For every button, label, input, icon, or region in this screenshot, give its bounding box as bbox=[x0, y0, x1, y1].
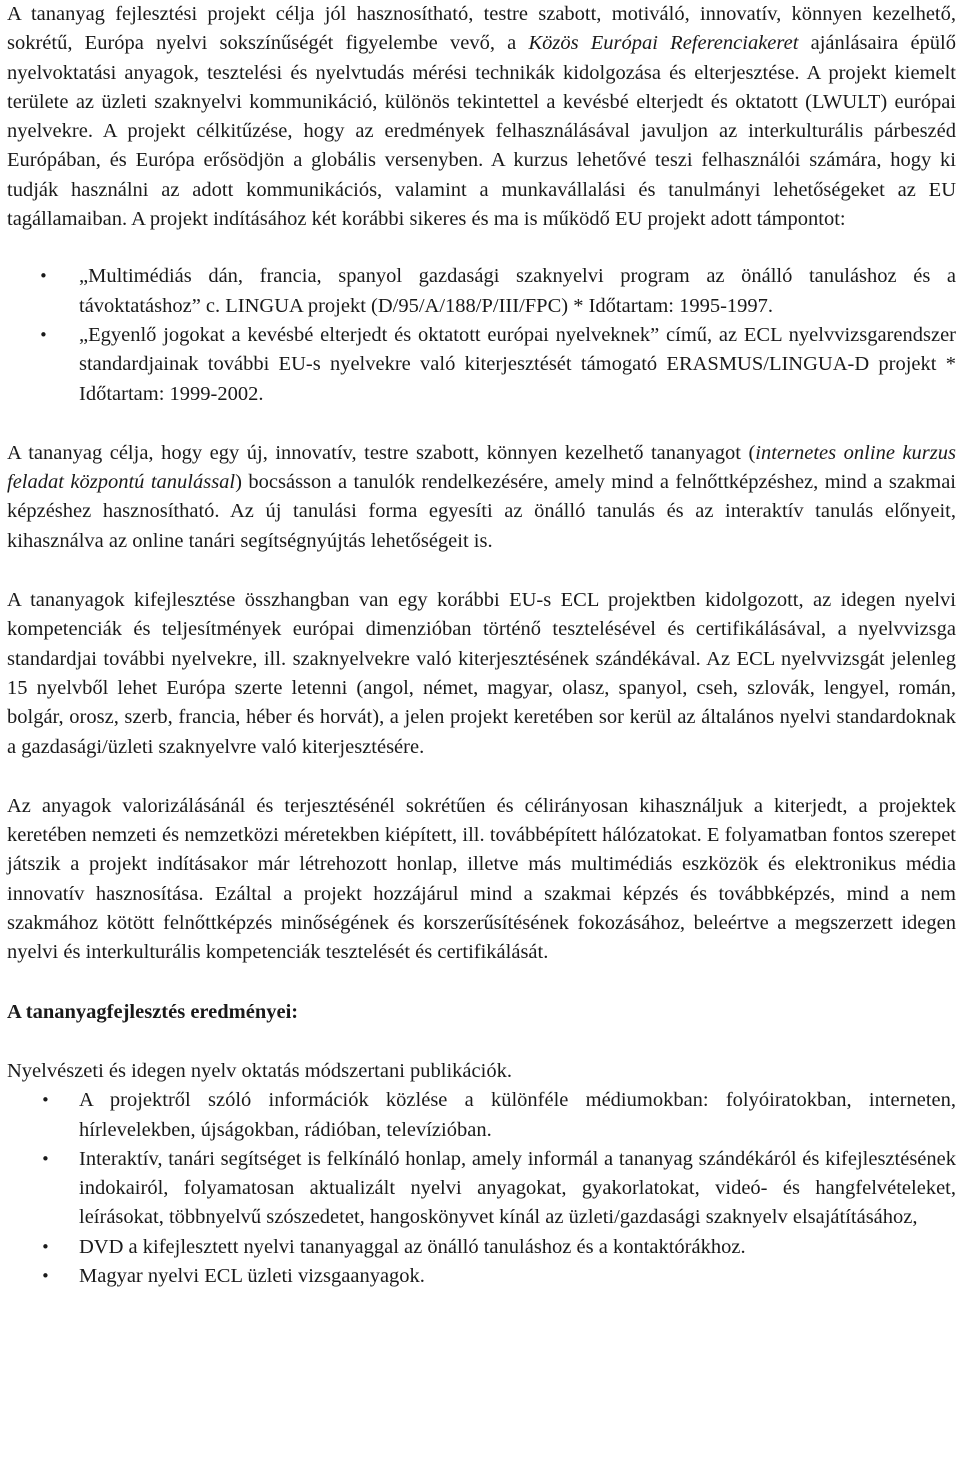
list-item: • DVD a kifejlesztett nyelvi tananyaggal az önálló tanuláshoz és a kontaktórákhoz. bbox=[7, 1233, 956, 1262]
list-item: • „Multimédiás dán, francia, spanyol gazdasági szaknyelvi program az önálló tanuláshoz és a távoktatáshoz” c. LINGUA projekt (D/95/A/188/P/III/FPC) * Időtartam: 1995-1997. bbox=[7, 262, 956, 321]
list-item: • Magyar nyelvi ECL üzleti vizsgaanyagok. bbox=[7, 1262, 956, 1291]
bullet-icon: • bbox=[41, 1266, 50, 1285]
project-list bbox=[7, 262, 956, 408]
development-paragraph: A tananyagok kifejlesztése összhangban van egy korábbi EU-s ECL projektben kidolgozott, az idegen nyelvi kompetenciák és teljesítmények európai dimenzióban történő tesztelésével és certifikálásával, a nyelvvizsga standardjai további nyelvekre, ill. szaknyelvekre való kiterjesztésének szándékával. Az ECL nyelvvizsgát jelenleg 15 nyelvből lehet Európa szerte letenni (angol, német, magyar, olasz, spanyol, cseh, szlovák, lengyel, román, bolgár, orosz, szerb, francia, héber és horvát), a jelen projekt keretében sor kerül az általános nyelvi standardoknak a gazdasági/üzleti szaknyelvre való kiterjesztésére. bbox=[7, 589, 956, 758]
list-item: • A projektről szóló információk közlése a különféle médiumokban: folyóiratokban, interneten, hírlevelekben, újságokban, rádióban, televízióban. bbox=[7, 1086, 956, 1145]
list-item: • „Egyenlő jogokat a kevésbé elterjedt és oktatott európai nyelveknek” című, az ECL nyelvvizsgarendszer standardjainak további EU-s nyelvekre való kiterjesztését támogató ERASMUS/LINGUA-D projekt * Időtartam: 1999-2002. bbox=[7, 321, 956, 409]
bullet-icon: • bbox=[39, 325, 48, 344]
results-list bbox=[7, 1086, 956, 1291]
goal-emphasis: internetes online kurzus feladat központú tanulással bbox=[7, 441, 956, 494]
bullet-icon: • bbox=[41, 1237, 50, 1256]
bullet-icon: • bbox=[39, 267, 48, 286]
results-heading: A tananyagfejlesztés eredményei: bbox=[7, 1000, 299, 1023]
list-item: • Interaktív, tanári segítséget is felkínáló honlap, amely informál a tananyag szándékáról és kifejlesztésének indokairól, folyamatosan aktualizált nyelvi anyagokat, gyakorlatokat, videó- és hangfelvételeket, leírásokat, többnyelvű szószedetet, hangoskönyvet kínál az üzleti/gazdasági szaknyelv elsajátításához, bbox=[7, 1145, 956, 1233]
bullet-icon: • bbox=[41, 1091, 50, 1110]
valorization-paragraph: Az anyagok valorizálásánál és terjesztésénél sokrétűen és célirányosan kihasználjuk a kiterjedt, a projektek keretében nemzeti és nemzetközi méretekben kiépített, ill. továbbépített hálózatokat. E folyamatban fontos szerepet játszik a projekt indításakor már létrehozott honlap, illetve más multimédiás eszközök és elektronikus média innovatív hasznosítása. Ezáltal a projekt hozzájárul mind a szakmai képzés és továbbképzés, mind a nem szakmához kötött felnőttképzés minőségének és korszerűsítésének fokozásához, beleértve a megszerzett idegen nyelvi és interkulturális kompetenciák tesztelését és certifikálását. bbox=[7, 794, 956, 964]
intro-emphasis: Közös Európai Referenciakeret bbox=[528, 32, 799, 55]
bullet-icon: • bbox=[41, 1149, 50, 1168]
publications-paragraph: Nyelvészeti és idegen nyelv oktatás módszertani publikációk. bbox=[7, 1059, 512, 1082]
goal-paragraph: A tananyag célja, hogy egy új, innovatív, testre szabott, könnyen kezelhető tananyagot (internetes online kurzus feladat központú tanulással) bocsásson a tanulók rendelkezésére, amely mind a felnőttképzéshez, mind a szakmai képzéshez hasznosítható. Az új tanulási forma egyesíti az önálló tanulás és az interaktív tanulás előnyeit, kihasználva az online tanári segítségnyújtás lehetőségeit is. bbox=[7, 441, 957, 552]
intro-paragraph: A tananyag fejlesztési projekt célja jól hasznosítható, testre szabott, motiváló, innovatív, könnyen kezelhető, sokrétű, Európa nyelvi sokszínűségét figyelembe vevő, a Közös Európai Referenciakeret ajánlásaira épülő nyelvoktatási anyagok, tesztelési és nyelvtudás mérési technikák kidolgozása és elterjesztése. A projekt kiemelt területe az üzleti szaknyelvi kommunikáció, különös tekintettel a kevésbé elterjedt és oktatott (LWULT) európai nyelvekre. A projekt célkitűzése, hogy az eredmények felhasználásával javuljon az interkulturális párbeszéd Európában, és Európa erősödjön a globális versenyben. A kurzus lehetővé teszi felhasználói számára, hogy ki tudják használni az adott kommunikációs, valamint a munkavállalási és tanulmányi lehetőségeket az EU tagállamaiban. A projekt indításához két korábbi sikeres és ma is működő EU projekt adott támpontot: bbox=[7, 3, 956, 231]
